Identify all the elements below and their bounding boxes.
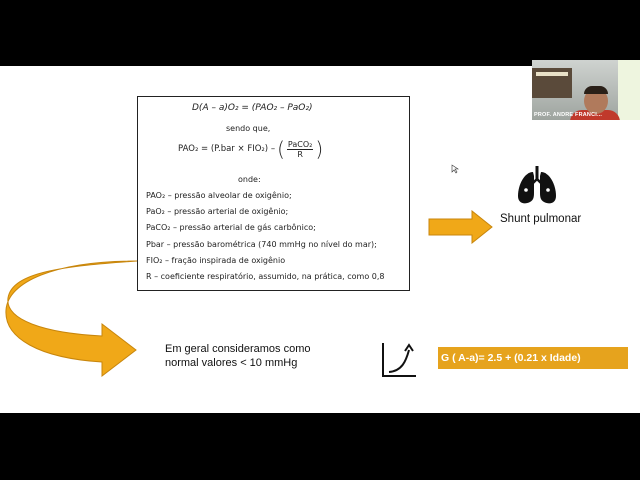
definition-pao2: PAO₂ – pressão alveolar de oxigênio;	[146, 191, 292, 200]
arrow-right-icon	[428, 210, 494, 244]
definition-pbar: Pbar – pressão barométrica (740 mmHg no nível do mar);	[146, 240, 377, 249]
paco2-over-r	[287, 140, 313, 159]
gradient-equation: D(A – a)O₂ = (PAO₂ – PaO₂)	[192, 103, 313, 113]
presenter-hair	[584, 86, 608, 94]
bookshelf-books	[536, 72, 568, 76]
close-paren: )	[315, 137, 324, 161]
sendo-que-text: sendo que,	[226, 124, 271, 133]
fraction-numerator: PaCO₂	[287, 139, 313, 149]
presenter-webcam	[532, 60, 640, 120]
curved-arrow-icon	[4, 258, 139, 380]
definition-paco2: PaCO₂ – pressão arterial de gás carbônico;	[146, 223, 316, 232]
presenter-name: PROF. ANDRE FRANCI...	[534, 112, 603, 118]
alveolar-equation	[178, 139, 323, 159]
mouse-cursor-icon	[451, 164, 459, 174]
normal-values-text: Em geral consideramos como normal valores < 10 mmHg	[165, 343, 311, 369]
fraction-denominator: R	[297, 149, 303, 159]
alveolar-equation-left: PAO₂ = (P.bar × FIO₂) –	[178, 144, 276, 154]
gradient-age-formula: G ( A-a)= 2.5 + (0.21 x Idade)	[438, 347, 628, 369]
definition-r: R – coeficiente respiratório, assumido, na prática, como 0,8	[146, 272, 385, 281]
shunt-label: Shunt pulmonar	[500, 213, 582, 225]
formula-box	[137, 96, 410, 291]
lungs-icon	[516, 166, 558, 206]
window-light	[618, 60, 640, 120]
growth-chart-icon	[380, 341, 418, 379]
onde-text: onde:	[238, 175, 261, 184]
open-paren: (	[277, 137, 285, 161]
definition-fio2: FIO₂ – fração inspirada de oxigênio	[146, 256, 286, 265]
definition-pao2-arterial: PaO₂ – pressão arterial de oxigênio;	[146, 207, 289, 216]
